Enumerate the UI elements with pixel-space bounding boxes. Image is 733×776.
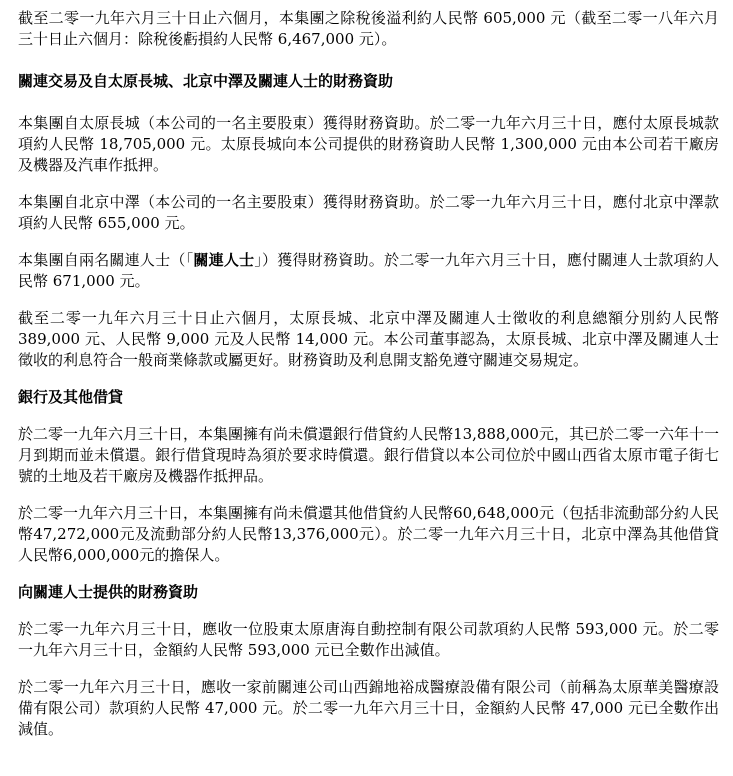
beijing-zhongze-paragraph: 本集團自北京中澤（本公司的一名主要股東）獲得財務資助。於二零一九年六月三十日，應付北京中澤款項約人民幣 655,000 元。 (18, 193, 719, 232)
section-heading-connected-transactions: 關連交易及自太原長城、北京中澤及關連人士的財務資助 (18, 72, 394, 90)
section-heading-borrowings: 銀行及其他借貸 (18, 388, 124, 406)
connected-persons-paragraph (18, 250, 719, 292)
connected-persons-term: 關連人士 (193, 251, 255, 269)
receivable-former-company-paragraph: 於二零一九年六月三十日，應收一家前關連公司山西錦地裕成醫療設備有限公司（前稱為太原華美醫療設備有限公司）款項約人民幣 47,000 元。於二零一九年六月三十日，金額約人民幣 47,000 元已全數作出減值。 (18, 678, 719, 738)
connected-persons-text-b: 」）獲得財務資助。於二零一九年六月三十日，應付關連人士款項約人民幣 671,000 元。 (18, 251, 719, 290)
bank-borrowings-paragraph: 於二零一九年六月三十日，本集團擁有尚未償還銀行借貸約人民幣13,888,000元，其已於二零一六年十一月到期而並未償還。銀行借貸現時為須於要求時償還。銀行借貸以本公司位於中國山西省太原市電子街七號的土地及若干廠房及機器作抵押品。 (18, 425, 719, 485)
connected-persons-text-a: 本集團自兩名關連人士（「 (18, 251, 194, 269)
section-heading-financial-assistance: 向關連人士提供的財務資助 (18, 583, 199, 601)
other-borrowings-paragraph: 於二零一九年六月三十日，本集團擁有尚未償還其他借貸約人民幣60,648,000元（包括非流動部分約人民幣47,272,000元及流動部分約人民幣13,376,000元）。於二零一九年六月三十日，北京中澤為其他借貸人民幣6,000,000元的擔保人。 (18, 504, 719, 564)
profit-paragraph: 截至二零一九年六月三十日止六個月，本集團之除稅後溢利約人民幣 605,000 元（截至二零一八年六月三十日止六個月：除稅後虧損約人民幣 6,467,000 元）。 (18, 9, 719, 48)
interest-paragraph: 截至二零一九年六月三十日止六個月，太原長城、北京中澤及關連人士徵收的利息總額分別約人民幣 389,000 元、人民幣 9,000 元及人民幣 14,000 元。本公司董事認為，太原長城、北京中澤及關連人士徵收的利息符合一般商業條款或屬更好。財務資助及利息開支豁免遵守關連交易規定。 (18, 309, 719, 369)
receivable-shareholder-paragraph: 於二零一九年六月三十日，應收一位股東太原唐海自動控制有限公司款項約人民幣 593,000 元。於二零一九年六月三十日，金額約人民幣 593,000 元已全數作出減值。 (18, 620, 719, 659)
taiyuan-changcheng-paragraph: 本集團自太原長城（本公司的一名主要股東）獲得財務資助。於二零一九年六月三十日，應付太原長城款項約人民幣 18,705,000 元。太原長城向本公司提供的財務資助人民幣 1,300,000 元由本公司若干廠房及機器及汽車作抵押。 (18, 114, 719, 174)
